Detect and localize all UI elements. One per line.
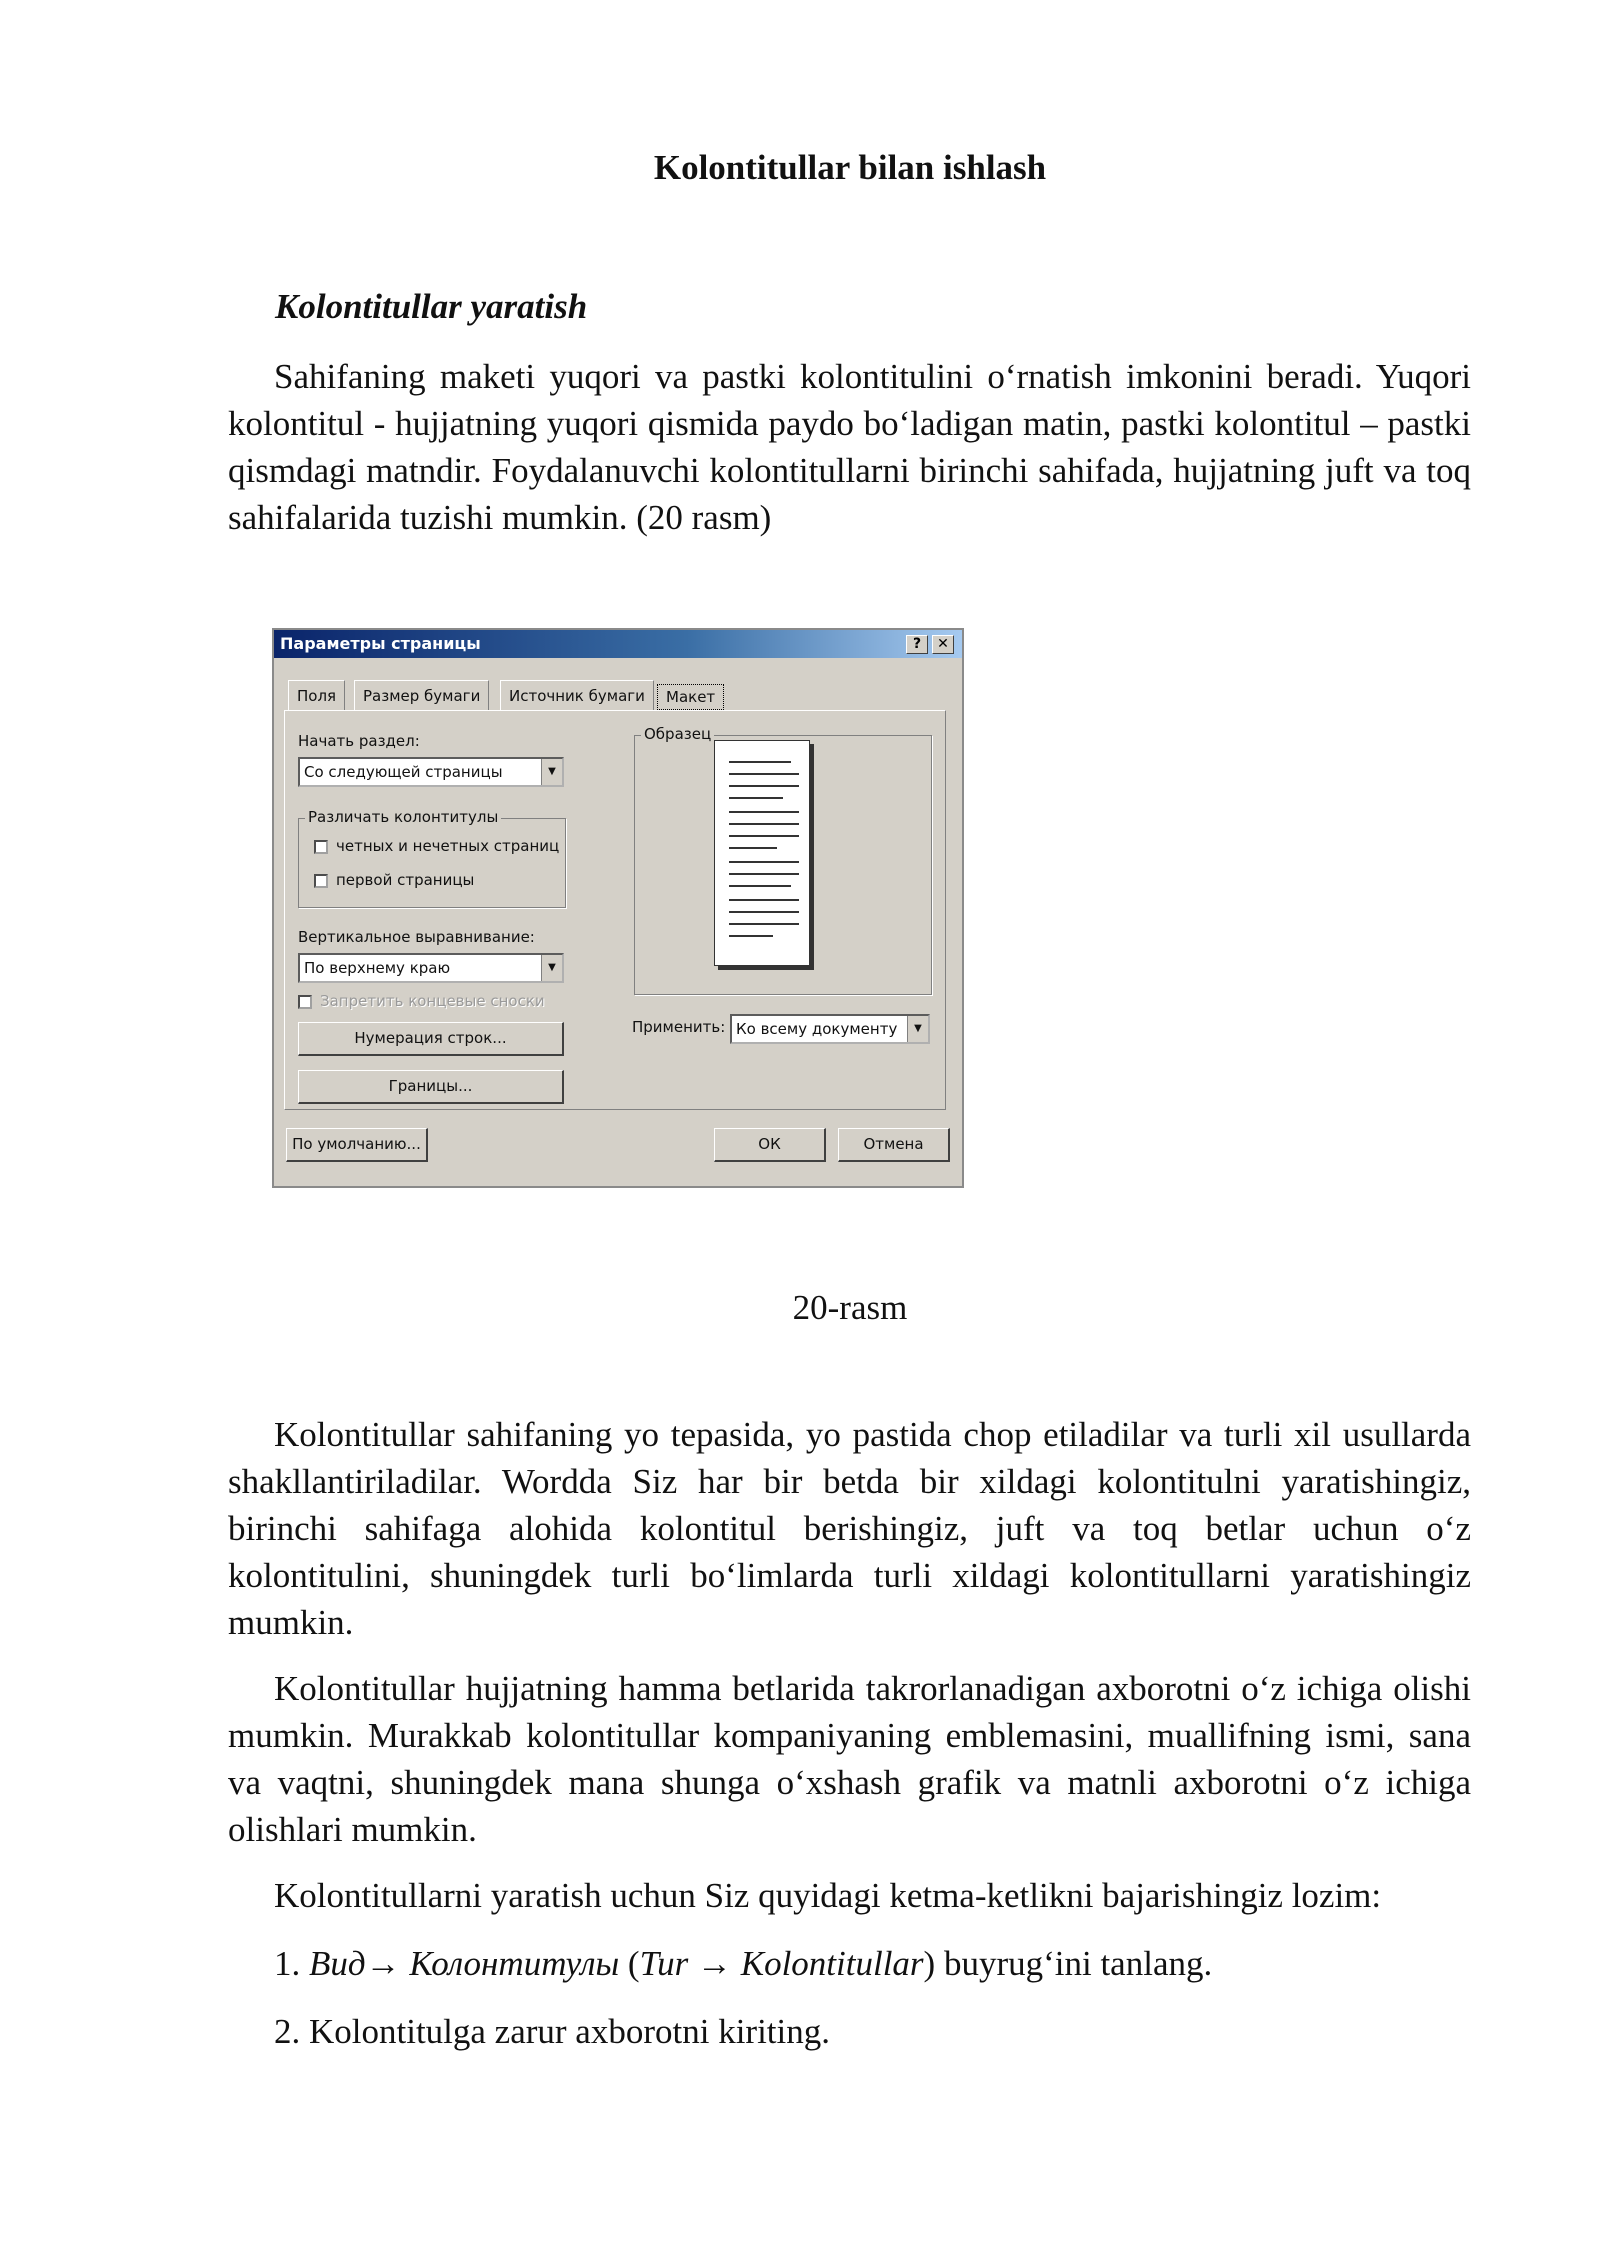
borders-button[interactable]: Границы...	[298, 1070, 564, 1104]
step-1-rest: ) buyrug‘ini tanlang.	[923, 1944, 1213, 1983]
apply-to-select[interactable]	[730, 1014, 930, 1044]
step-1-menu-uz: Tur → Kolontitullar	[639, 1944, 924, 1983]
first-page-label: первой страницы	[336, 871, 475, 889]
page-setup-dialog	[272, 628, 964, 1188]
step-1-open-paren: (	[627, 1944, 640, 1983]
figure-caption: 20-rasm	[792, 1288, 908, 1327]
section-start-value: Со следующей страницы	[304, 763, 503, 781]
page-title: Kolontitullar bilan ishlash	[653, 148, 1047, 187]
tab-margins[interactable]: Поля	[288, 680, 345, 711]
vert-align-label: Вертикальное выравнивание:	[298, 928, 535, 946]
paragraph-headers-content	[228, 1665, 1471, 1853]
ok-button[interactable]: ОК	[714, 1128, 826, 1162]
section-start-select[interactable]	[298, 757, 564, 787]
paragraph-intro	[228, 353, 1471, 541]
default-button[interactable]: По умолчанию...	[286, 1128, 428, 1162]
headers-group-title: Различать колонтитулы	[305, 808, 501, 826]
chevron-down-icon: ▼	[907, 1016, 928, 1042]
vert-align-value: По верхнему краю	[304, 959, 451, 977]
chevron-down-icon: ▼	[541, 759, 562, 785]
tab-paper-size[interactable]: Размер бумаги	[354, 680, 489, 711]
vert-align-select[interactable]	[298, 953, 564, 983]
chevron-down-icon: ▼	[541, 955, 562, 981]
step-1-number: 1.	[274, 1944, 301, 1983]
paragraph-intro-text: Sahifaning maketi yuqori va pastki kolontitulini o‘rnatish imkonini beradi. Yuqori kolontitul - hujjatning yuqori qismida paydo bo‘ladigan matin, pastki kolontitul – pastki qismdagi matndir. Foydalanuvchi kolontitullarni birinchi sahifada, hujjatning juft va toq sahifalarida tuzishi mumkin. (20 rasm)	[228, 357, 1471, 537]
tab-layout[interactable]: Макет	[657, 684, 724, 710]
paragraph-headers-usage	[228, 1411, 1471, 1646]
line-numbers-button[interactable]: Нумерация строк...	[298, 1022, 564, 1056]
dialog-titlebar	[274, 630, 962, 658]
section-start-label: Начать раздел:	[298, 732, 420, 750]
paragraph-steps-intro	[228, 1872, 1471, 1919]
dialog-title: Параметры страницы	[280, 634, 481, 653]
suppress-endnotes-label: Запретить концевые сноски	[320, 992, 545, 1010]
paragraph-steps-intro-text: Kolontitullarni yaratish uchun Siz quyidagi ketma-ketlikni bajarishingiz lozim:	[274, 1876, 1382, 1915]
tab-paper-source[interactable]: Источник бумаги	[500, 680, 654, 711]
odd-even-checkbox[interactable]	[314, 840, 328, 854]
page-preview	[714, 740, 810, 966]
paragraph-headers-content-text: Kolontitullar hujjatning hamma betlarida takrorlanadigan axborotni o‘z ichiga olishi mumkin. Murakkab kolontitullar kompaniyaning emblemasini, muallifning ismi, sana va vaqtni, shuningdek mana shunga o‘xshash grafik va matnli axborotni o‘z ichiga olishlari mumkin.	[228, 1669, 1471, 1849]
odd-even-label: четных и нечетных страниц	[336, 837, 560, 855]
section-subtitle: Kolontitullar yaratish	[275, 287, 588, 326]
preview-group-title: Образец	[641, 725, 714, 743]
step-2-text: 2. Kolontitulga zarur axborotni kiriting.	[274, 2012, 831, 2051]
apply-to-value: Ко всему документу	[736, 1020, 898, 1038]
step-1-menu-ru: Вид→ Колонтитулы	[309, 1944, 620, 1983]
step-2	[228, 2008, 1471, 2055]
cancel-button[interactable]: Отмена	[838, 1128, 950, 1162]
apply-to-label: Применить:	[632, 1018, 726, 1036]
step-1	[228, 1940, 1471, 1987]
help-icon[interactable]: ?	[906, 635, 928, 654]
close-icon[interactable]: ✕	[932, 635, 954, 654]
first-page-checkbox[interactable]	[314, 874, 328, 888]
headers-group	[298, 808, 566, 908]
paragraph-headers-usage-text: Kolontitullar sahifaning yo tepasida, yo pastida chop etiladilar va turli xil usullarda shakllantiriladilar. Wordda Siz har bir betda bir xildagi kolontitulni yaratishingiz, birinchi sahifaga alohida kolontitul berishingiz, juft va toq betlar uchun o‘z kolontitulini, shuningdek turli bo‘limlarda turli xildagi kolontitullarni yaratishingiz mumkin.	[228, 1415, 1471, 1642]
suppress-endnotes-checkbox	[298, 995, 312, 1009]
